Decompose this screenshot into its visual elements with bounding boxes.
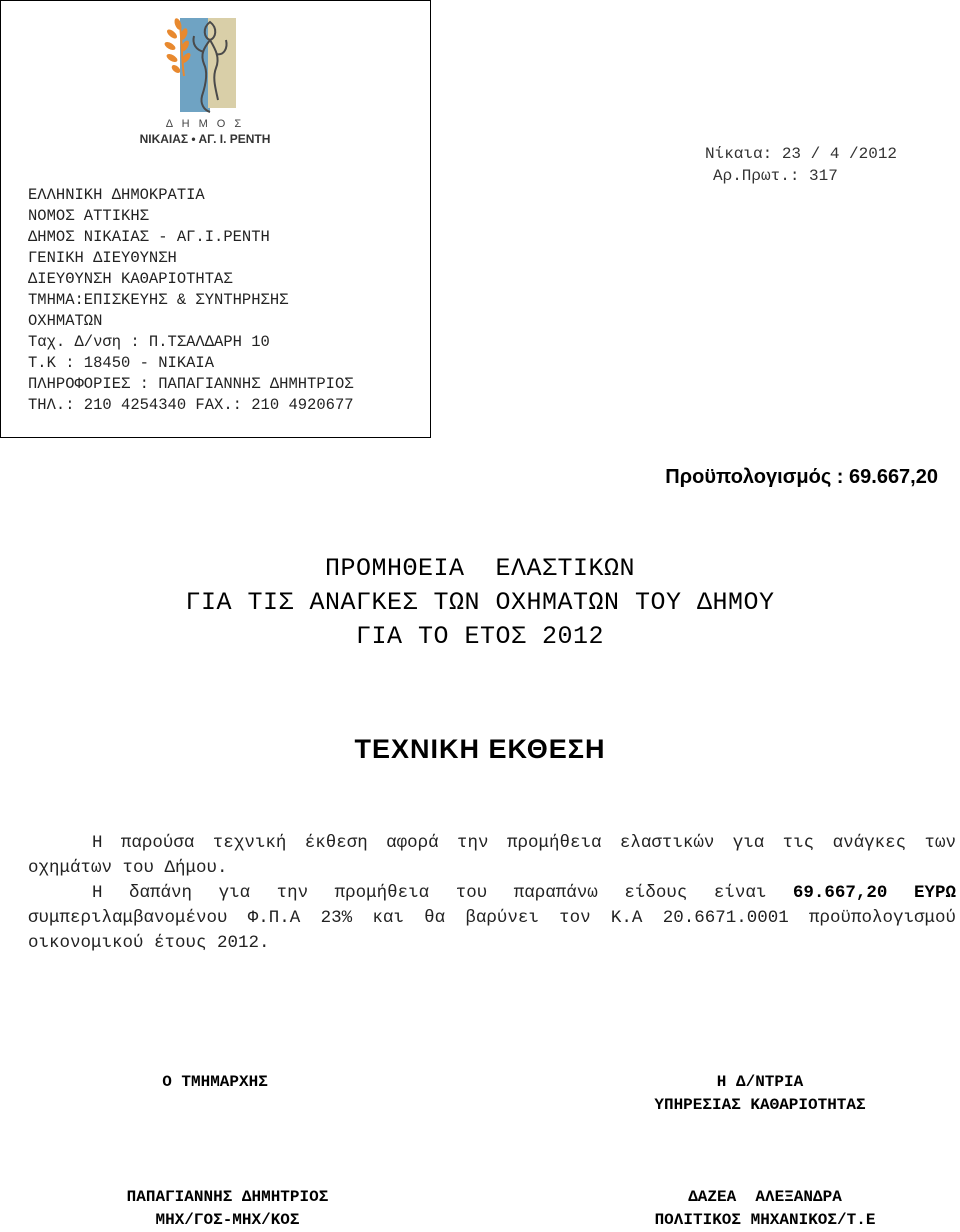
signatory-name: ΠΑΠΑΓΙΑΝΝΗΣ ΔΗΜΗΤΡΙΟΣ [126, 1188, 329, 1206]
signatory-name: ΔΑΖΕΑ ΑΛΕΞΑΝΔΡΑ [688, 1188, 842, 1206]
sender-address-block [28, 185, 354, 416]
logo-caption-name: ΝΙΚΑΙΑΣ • ΑΓ. Ι. ΡΕΝΤΗ [139, 132, 271, 146]
signatory-role: ΜΗΧ/ΓΟΣ-ΜΗΧ/ΚΟΣ [155, 1211, 300, 1229]
body-paragraph-1: Η παρούσα τεχνική έκθεση αφορά την προμήθεια ελαστικών για τις ανάγκες των οχημάτων του Δήμου. [28, 833, 956, 878]
address-line: ΓΕΝΙΚΗ ΔΙΕΥΘΥΝΣΗ [28, 249, 177, 267]
protocol-number: Αρ.Πρωτ.: 317 [713, 166, 838, 185]
address-line: ΠΛΗΡΟΦΟΡΙΕΣ : ΠΑΠΑΓΙΑΝΝΗΣ ΔΗΜΗΤΡΙΟΣ [28, 375, 354, 393]
address-line: Ταχ. Δ/νση : Π.ΤΣΑΛΔΑΡΗ 10 [28, 333, 270, 351]
logo-caption-municipality: Δ Η Μ Ο Σ [165, 118, 245, 130]
cost-currency: ΕΥΡΩ [913, 883, 956, 903]
signature-right-title-line-1: Η Δ/ΝΤΡΙΑ [716, 1073, 804, 1091]
document-date: Νίκαια: 23 / 4 /2012 [705, 145, 898, 163]
signature-left-title: Ο ΤΜΗΜΑΡΧΗΣ [162, 1073, 268, 1091]
document-title [0, 552, 960, 654]
report-body [28, 831, 956, 956]
address-line: ΕΛΛΗΝΙΚΗ ΔΗΜΟΚΡΑΤΙΑ [28, 186, 205, 204]
cost-intro: Η δαπάνη για την προμήθεια του παραπάνω είδους είναι [92, 883, 793, 903]
title-line-3: ΓΙΑ ΤΟ ΕΤΟΣ 2012 [355, 622, 605, 651]
signature-right-title-line-2: ΥΠΗΡΕΣΙΑΣ ΚΑΘΑΡΙΟΤΗΤΑΣ [654, 1096, 866, 1114]
title-line-1: ΠΡΟΜΗΘΕΙΑ ΕΛΑΣΤΙΚΩΝ [324, 554, 636, 583]
address-line: ΔΗΜΟΣ ΝΙΚΑΙΑΣ - ΑΓ.Ι.ΡΕΝΤΗ [28, 228, 270, 246]
address-line: ΟΧΗΜΑΤΩΝ [28, 312, 103, 330]
title-line-2: ΓΙΑ ΤΙΣ ΑΝΑΓΚΕΣ ΤΩΝ ΟΧΗΜΑΤΩΝ ΤΟΥ ΔΗΜΟΥ [185, 588, 775, 617]
logo-emblem-icon [130, 14, 280, 116]
budget-amount: Προϋπολογισμός : 69.667,20 [665, 466, 938, 488]
report-heading: ΤΕΧΝΙΚΗ ΕΚΘΕΣΗ [354, 734, 606, 764]
cost-amount: 69.667,20 [792, 883, 888, 903]
address-line: Τ.Κ : 18450 - ΝΙΚΑΙΑ [28, 354, 215, 372]
address-line: ΤΗΛ.: 210 4254340 FAX.: 210 4920677 [28, 396, 354, 414]
signatory-role: ΠΟΛΙΤΙΚΟΣ ΜΗΧΑΝΙΚΟΣ/Τ.Ε [654, 1211, 876, 1229]
cost-details: συμπεριλαμβανομένου Φ.Π.Α 23% και θα βαρύνει τον Κ.Α 20.6671.0001 προϋπολογισμού οικονομικού έτους 2012. [28, 908, 956, 953]
address-line: ΔΙΕΥΘΥΝΣΗ ΚΑΘΑΡΙΟΤΗΤΑΣ [28, 270, 233, 288]
address-line: ΝΟΜΟΣ ΑΤΤΙΚΗΣ [28, 207, 149, 225]
signature-right-name [620, 1186, 910, 1232]
date-protocol-block [705, 144, 897, 187]
signature-left-name [90, 1186, 365, 1232]
signature-right-title [620, 1071, 900, 1117]
municipality-logo [130, 14, 280, 149]
body-paragraph-2 [28, 881, 956, 956]
address-line: ΤΜΗΜΑ:ΕΠΙΣΚΕΥΗΣ & ΣΥΝΤΗΡΗΣΗΣ [28, 291, 289, 309]
